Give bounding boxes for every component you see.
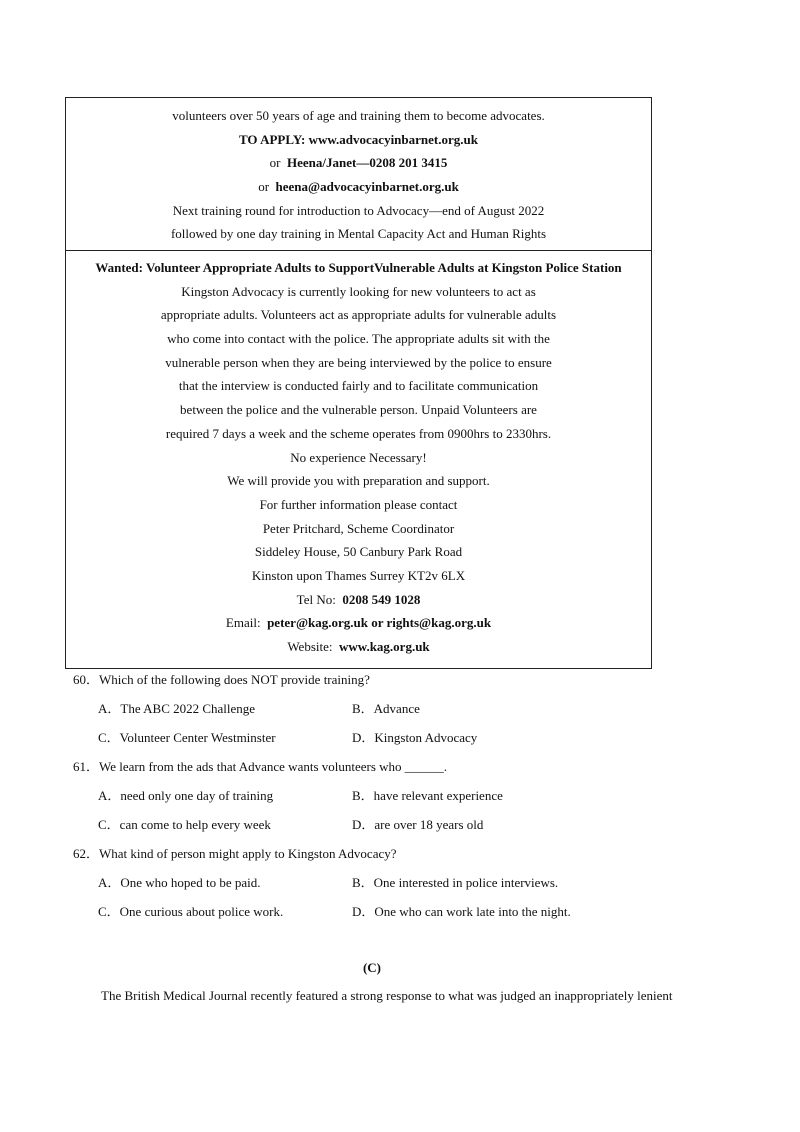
question-62-option-b: B．One interested in police interviews. — [352, 875, 559, 890]
advance-ad-box — [65, 97, 652, 251]
ad2-body-line: No experience Necessary! — [290, 449, 427, 465]
ad2-body-line: Kingston Advocacy is currently looking for new volunteers to act as — [181, 283, 536, 299]
question-62-option-a: A．One who hoped to be paid. — [98, 875, 261, 890]
question-60-option-b: B．Advance — [352, 701, 420, 716]
ad2-website-label: Website: — [287, 639, 333, 654]
ad2-body-line: that the interview is conducted fairly and to facilitate communication — [178, 378, 539, 394]
ad1-or-label: or — [269, 155, 281, 171]
ad2-email-label: Email: — [225, 615, 261, 631]
question-61-stem: 61．We learn from the ads that Advance wants volunteers who ______. — [73, 759, 448, 774]
question-60-option-d: D．Kingston Advocacy — [352, 730, 478, 745]
question-62-option-d: D．One who can work late into the night. — [352, 904, 571, 919]
ad2-tel-line — [66, 588, 651, 612]
ad2-title: Wanted: Volunteer Appropriate Adults to SupportVulnerable Adults at Kingston Police Station — [95, 260, 622, 275]
question-61-option-d: D．are over 18 years old — [352, 817, 484, 832]
ad2-body-line: between the police and the vulnerable person. Unpaid Volunteers are — [180, 402, 537, 418]
ad2-website-line — [66, 635, 651, 659]
ad2-email-line — [66, 611, 651, 635]
question-62-stem: 62．What kind of person might apply to Kingston Advocacy? — [73, 846, 397, 861]
ad2-email-value: peter@kag.org.uk or rights@kag.org.uk — [267, 615, 492, 631]
ad2-body-line: appropriate adults. Volunteers act as appropriate adults for vulnerable adults — [160, 307, 557, 323]
question-60-stem: 60．Which of the following does NOT provide training? — [73, 672, 370, 687]
kingston-advocacy-ad-box — [65, 251, 652, 669]
ad2-body-line: Peter Pritchard, Scheme Coordinator — [262, 520, 455, 536]
ad1-line-volunteers: volunteers over 50 years of age and training them to become advocates. — [172, 108, 545, 123]
ad1-apply-line: TO APPLY: www.advocacyinbarnet.org.uk — [239, 131, 478, 147]
question-61-option-a: A．need only one day of training — [98, 788, 274, 803]
ad2-body-line: vulnerable person when they are being interviewed by the police to ensure — [165, 354, 552, 370]
section-c-heading: (C) — [362, 960, 382, 975]
ad2-body-line: For further information please contact — [259, 496, 458, 512]
question-60-option-a: A．The ABC 2022 Challenge — [98, 701, 256, 716]
question-62-option-c: C．One curious about police work. — [98, 904, 284, 919]
ad2-body-line: Siddeley House, 50 Canbury Park Road — [254, 544, 463, 560]
ad1-phone-line — [66, 151, 651, 175]
question-61-option-c: C．can come to help every week — [98, 817, 271, 832]
ad1-followup-line: followed by one day training in Mental Capacity Act and Human Rights — [170, 226, 547, 242]
ad2-body-line: who come into contact with the police. The appropriate adults sit with the — [167, 331, 550, 347]
question-61-option-b: B．have relevant experience — [352, 788, 503, 803]
question-60-option-c: C．Volunteer Center Westminster — [98, 730, 276, 745]
ad1-phone: Heena/Janet—0208 201 3415 — [287, 155, 448, 171]
ad2-body-line: required 7 days a week and the scheme operates from 0900hrs to 2330hrs. — [165, 425, 552, 441]
section-c-first-line: The British Medical Journal recently featured a strong response to what was judged an inappropriately lenient — [101, 988, 673, 1003]
ad1-email-line — [66, 175, 651, 199]
ad1-training-line: Next training round for introduction to Advocacy—end of August 2022 — [172, 202, 545, 218]
ad2-body-line: We will provide you with preparation and support. — [227, 473, 490, 489]
ad1-email: heena@advocacyinbarnet.org.uk — [275, 179, 459, 195]
ad2-body-line: Kinston upon Thames Surrey KT2v 6LX — [251, 567, 466, 583]
ad2-website-value: www.kag.org.uk — [339, 639, 430, 654]
ad2-tel-label: Tel No: — [296, 591, 336, 607]
ad2-tel-value: 0208 549 1028 — [342, 591, 421, 607]
ad1-or-label: or — [258, 179, 270, 195]
